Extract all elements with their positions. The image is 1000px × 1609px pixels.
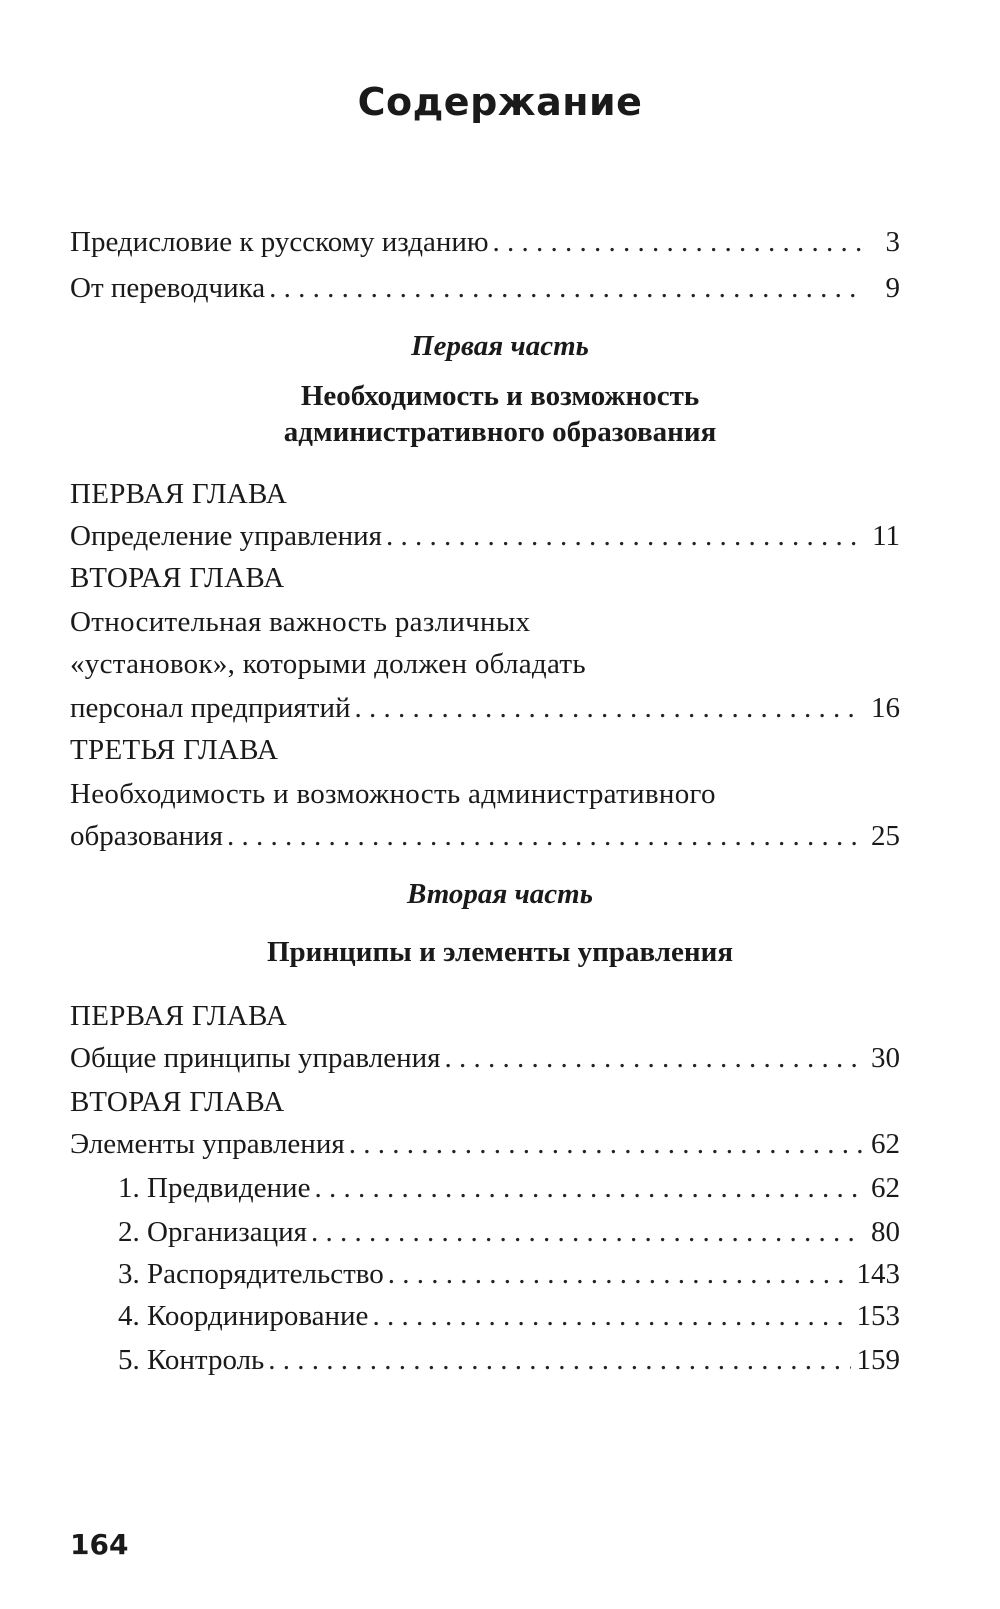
dot-leader <box>268 1342 850 1378</box>
toc-entry-part1-ch2[interactable] <box>70 690 900 726</box>
toc-subentry[interactable] <box>118 1342 900 1378</box>
toc-entry-text: Элементы управления <box>70 1128 345 1160</box>
toc-entry-line: Относительная важность различных <box>70 606 531 638</box>
dot-leader <box>386 518 864 554</box>
dot-leader <box>372 1298 850 1334</box>
dot-leader <box>314 1170 864 1206</box>
toc-entry-part1-ch3[interactable] <box>70 818 900 854</box>
toc-entry-text: Предисловие к русскому изданию <box>70 226 489 258</box>
toc-page-number: 80 <box>871 1216 900 1248</box>
dot-leader <box>227 818 864 854</box>
toc-page-number: 143 <box>856 1258 900 1290</box>
toc-page-number: 159 <box>856 1344 900 1376</box>
toc-subentry[interactable] <box>118 1256 900 1292</box>
dot-leader <box>493 224 864 260</box>
toc-entry-text: От переводчика <box>70 272 266 304</box>
toc-entry-text: 4. Координирование <box>118 1300 369 1332</box>
toc-subentry[interactable] <box>118 1170 900 1206</box>
dot-leader <box>349 1126 864 1162</box>
toc-entry-text: 2. Организация <box>118 1216 307 1248</box>
toc-entry-translator[interactable] <box>70 270 900 306</box>
toc-entry-part2-ch2[interactable] <box>70 1126 900 1162</box>
toc-page-number: 62 <box>871 1172 900 1204</box>
toc-page-number: 3 <box>885 226 900 258</box>
toc-entry-part1-ch1[interactable] <box>70 518 900 554</box>
dot-leader <box>388 1256 851 1292</box>
part1-chapter2-label: ВТОРАЯ ГЛАВА <box>70 562 285 594</box>
dot-leader <box>354 690 864 726</box>
part2-chapter2-label: ВТОРАЯ ГЛАВА <box>70 1086 285 1118</box>
toc-entry-text: 1. Предвидение <box>118 1172 311 1204</box>
toc-entry-text: 3. Распорядительство <box>118 1258 384 1290</box>
part1-title-line2: административного образования <box>283 416 717 448</box>
part1-chapter1-label: ПЕРВАЯ ГЛАВА <box>70 478 288 510</box>
toc-entry-line: Необходимость и возможность административного <box>70 778 716 810</box>
part2-chapter1-label: ПЕРВАЯ ГЛАВА <box>70 1000 288 1032</box>
part1-label: Первая часть <box>411 330 589 362</box>
part2-title: Принципы и элементы управления <box>266 936 734 968</box>
dot-leader <box>269 270 864 306</box>
toc-entry-text: Общие принципы управления <box>70 1042 441 1074</box>
toc-entry-preface[interactable] <box>70 224 900 260</box>
page-title: Содержание <box>357 80 643 124</box>
toc-page-number: 25 <box>871 820 900 852</box>
toc-page-number: 16 <box>871 692 900 724</box>
toc-page-number: 62 <box>871 1128 900 1160</box>
toc-subentry[interactable] <box>118 1298 900 1334</box>
dot-leader <box>444 1040 864 1076</box>
part1-title-line1: Необходимость и возможность <box>300 380 700 412</box>
toc-entry-text: образования <box>70 820 223 852</box>
toc-page-number: 30 <box>871 1042 900 1074</box>
toc-entry-line: «установок», которыми должен обладать <box>70 648 586 680</box>
page-number: 164 <box>70 1528 129 1561</box>
toc-page-number: 9 <box>885 272 900 304</box>
dot-leader <box>311 1214 864 1250</box>
toc-page-number: 11 <box>872 520 900 552</box>
part2-label: Вторая часть <box>407 878 593 910</box>
toc-entry-part2-ch1[interactable] <box>70 1040 900 1076</box>
toc-entry-text: 5. Контроль <box>118 1344 265 1376</box>
toc-entry-text: Определение управления <box>70 520 383 552</box>
toc-entry-text: персонал предприятий <box>70 692 351 724</box>
part1-chapter3-label: ТРЕТЬЯ ГЛАВА <box>70 734 279 766</box>
toc-page-number: 153 <box>856 1300 900 1332</box>
toc-subentry[interactable] <box>118 1214 900 1250</box>
